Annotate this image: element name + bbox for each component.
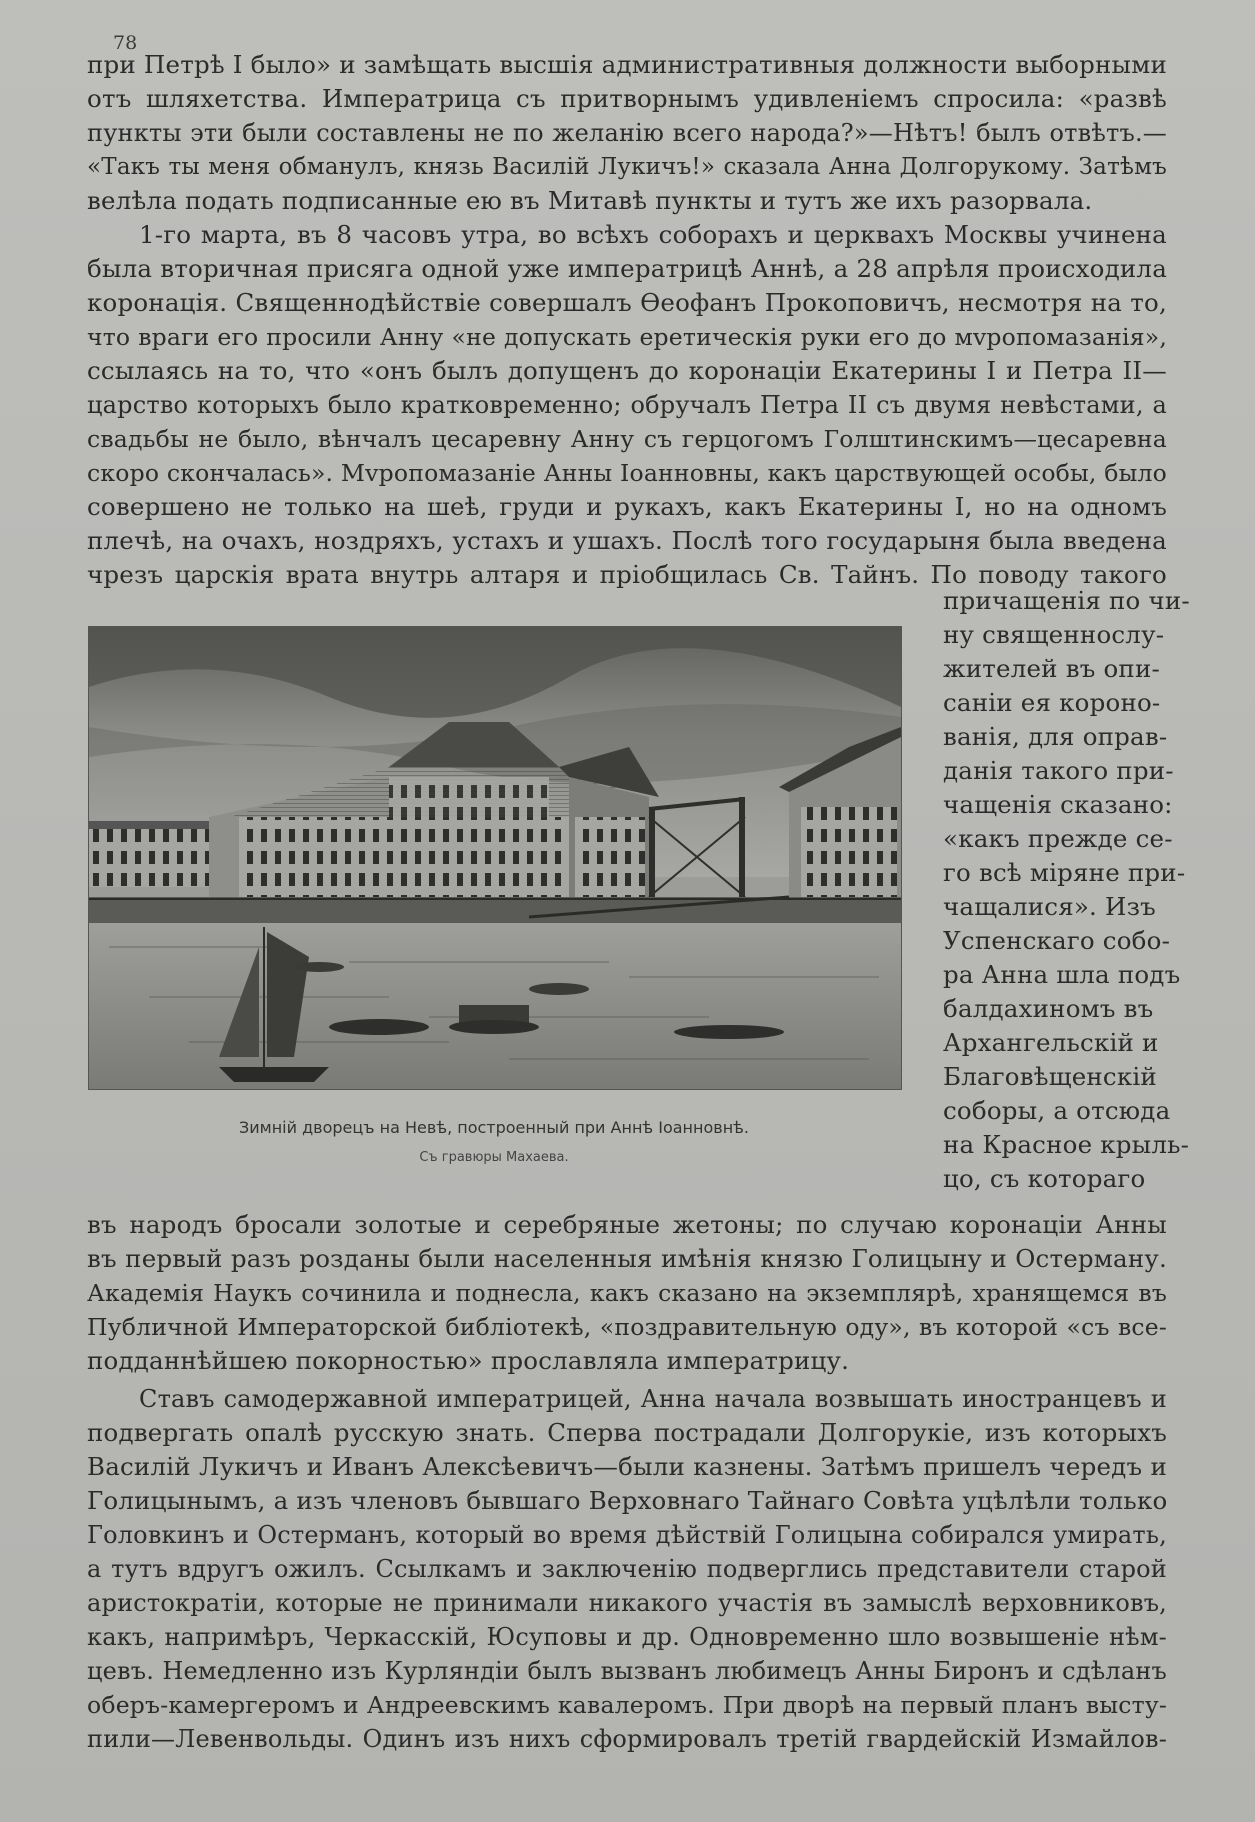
text-line: причащенія по чи- (943, 586, 1190, 615)
text-line: коронація. Священнодѣйствіе совершалъ Ѳеофанъ Прокоповичъ, несмотря на то, (87, 288, 1167, 317)
text-line: царство которыхъ было кратковременно; обручалъ Петра II съ двумя невѣстами, а (87, 391, 1167, 419)
page-number: 78 (113, 32, 138, 54)
text-line: чащенія сказано: (943, 790, 1173, 819)
text-line: скоро скончалась». Мvропомазаніе Анны Іоанновны, какъ царствующей особы, было (87, 459, 1167, 487)
text-line: при Петрѣ I было» и замѣщать высшія административныя должности выборными (87, 50, 1168, 79)
text-line: цо, съ котораго (943, 1164, 1146, 1193)
text-line: саніи ея короно- (943, 688, 1161, 717)
text-line: данія такого при- (943, 756, 1174, 785)
text-line: Головкинъ и Остерманъ, который во время дѣйствій Голицына собирался умирать, (87, 1521, 1167, 1549)
text-line: цевъ. Немедленно изъ Курляндіи былъ вызванъ любимецъ Анны Биронъ и сдѣланъ (87, 1657, 1167, 1685)
text-line: ну священнослу- (943, 620, 1165, 649)
text-line: чащалися». Изъ (943, 892, 1156, 921)
text-line: соборы, а отсюда (943, 1096, 1171, 1125)
text-line: Ставъ самодержавной императрицей, Анна начала возвышать иностранцевъ и (139, 1385, 1167, 1413)
text-line: а тутъ вдругъ ожилъ. Ссылкамъ и заключенію подверглись представители старой (87, 1555, 1167, 1583)
figure-credit: Съ гравюры Махаева. (419, 1150, 569, 1165)
text-line: «Такъ ты меня обманулъ, князь Василій Лукичъ!» сказала Анна Долгорукому. Затѣмъ (87, 154, 1167, 180)
text-line: ссылаясь на то, что «онъ былъ допущенъ до коронаціи Екатерины I и Петра II— (87, 356, 1167, 385)
text-line: была вторичная присяга одной уже императрицѣ Аннѣ, а 28 апрѣля происходила (87, 254, 1167, 283)
text-line: Благовѣщенскій (943, 1062, 1157, 1091)
text-line: Голицынымъ, а изъ членовъ бывшаго Верховнаго Тайнаго Совѣта уцѣлѣли только (87, 1486, 1168, 1515)
text-line: Публичной Императорской библіотекѣ, «поздравительную оду», въ которой «съ все- (87, 1313, 1167, 1341)
text-line: пункты эти были составлены не по желанію всего народа?»—Нѣтъ! былъ отвѣтъ.— (87, 119, 1167, 147)
text-line: чрезъ царскія врата внутрь алтаря и пріобщилась Св. Тайнъ. По поводу такого (87, 560, 1167, 589)
text-line: Академія Наукъ сочинила и поднесла, какъ сказано на экземплярѣ, хранящемся въ (87, 1279, 1167, 1307)
text-line: свадьбы не было, вѣнчалъ цесаревну Анну съ герцогомъ Голштинскимъ—цесаревна (87, 425, 1167, 453)
text-line: пили—Левенвольды. Одинъ изъ нихъ сформировалъ третій гвардейскій Измайлов- (87, 1725, 1167, 1753)
text-line: ванія, для оправ- (943, 722, 1168, 751)
text-line: совершено не только на шеѣ, груди и рукахъ, какъ Екатерины I, но на одномъ (87, 492, 1167, 521)
text-line: го всѣ міряне при- (943, 858, 1186, 887)
text-line: балдахиномъ въ (943, 994, 1154, 1023)
text-line: Василій Лукичъ и Иванъ Алексѣевичъ—были казнены. Затѣмъ пришелъ чередъ и (87, 1452, 1167, 1481)
text-line: оберъ-камергеромъ и Андреевскимъ кавалеромъ. При дворѣ на первый планъ высту- (87, 1691, 1167, 1719)
text-line: плечѣ, на очахъ, ноздряхъ, устахъ и ушахъ. Послѣ того государыня была введена (87, 526, 1167, 555)
winter-palace-engraving (88, 626, 902, 1090)
text-line: велѣла подать подписанные ею въ Митавѣ пункты и тутъ же ихъ разорвала. (87, 186, 1093, 215)
text-line: подвергать опалѣ русскую знать. Сперва пострадали Долгорукіе, изъ которыхъ (87, 1418, 1167, 1447)
text-line: въ первый разъ розданы были населенныя имѣнія князю Голицыну и Остерману. (87, 1244, 1167, 1273)
text-line: 1-го марта, въ 8 часовъ утра, во всѣхъ соборахъ и церквахъ Москвы учинена (139, 220, 1167, 249)
text-line: въ народъ бросали золотые и серебряные жетоны; по случаю коронаціи Анны (87, 1210, 1167, 1239)
text-line: какъ, напримѣръ, Черкасскій, Юсуповы и др. Одновременно шло возвышеніе нѣм- (87, 1623, 1167, 1651)
text-line: что враги его просили Анну «не допускать еретическія руки его до мvропомазанія», (87, 323, 1167, 351)
text-line: Успенскаго собо- (943, 926, 1171, 955)
text-line: Архангельскій и (943, 1028, 1159, 1057)
figure-caption: Зимній дворецъ на Невѣ, построенный при Аннѣ Іоанновнѣ. (238, 1118, 749, 1137)
text-line: ра Анна шла подъ (943, 960, 1181, 989)
text-line: на Красное крыль- (943, 1130, 1190, 1159)
text-line: отъ шляхетства. Императрица съ притворнымъ удивленіемъ спросила: «развѣ (87, 84, 1167, 113)
text-line: подданнѣйшею покорностью» прославляла императрицу. (87, 1346, 850, 1375)
text-line: «какъ прежде се- (943, 824, 1173, 853)
text-line: аристократіи, которые не принимали никакого участія въ замыслѣ верховниковъ, (87, 1589, 1167, 1617)
engraving-image (89, 627, 901, 1089)
text-line: жителей въ опи- (943, 654, 1160, 683)
